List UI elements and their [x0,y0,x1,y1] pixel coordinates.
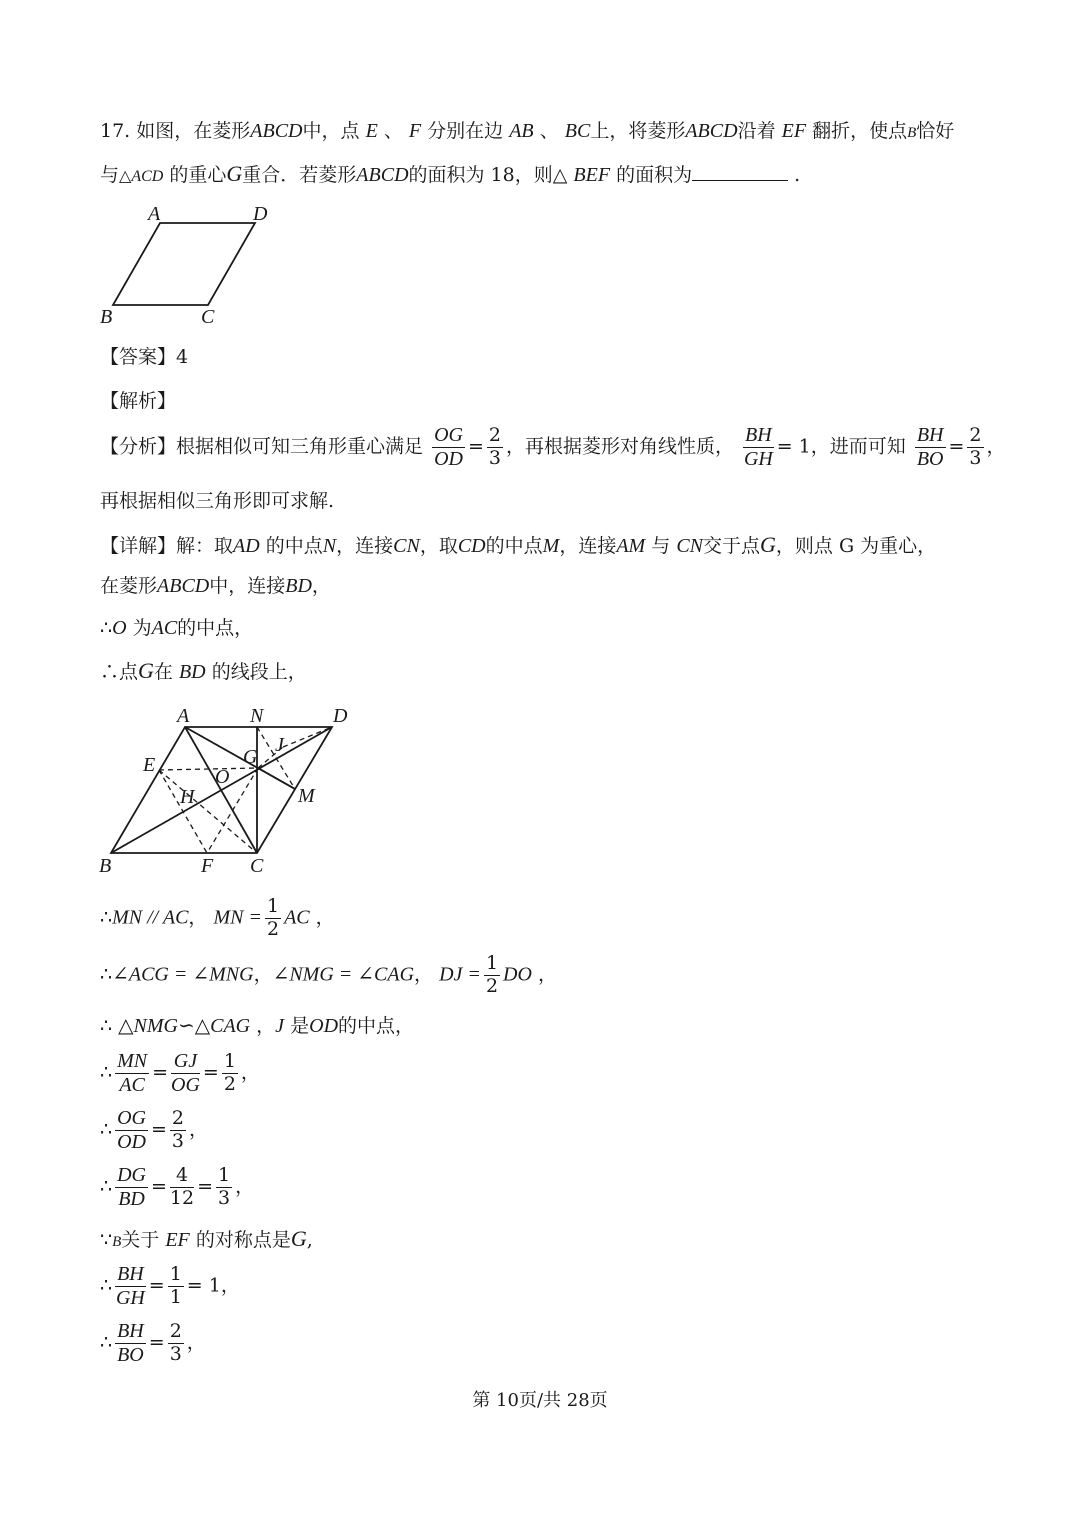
numerator: 4 [170,1165,194,1188]
denominator: OD [434,448,463,470]
numerator: 2 [969,424,982,447]
text: = [148,1274,165,1297]
problem-line-2 [100,161,800,187]
denominator: GH [743,448,773,470]
text: ， [189,1118,209,1141]
detail-line-1 [100,532,936,558]
text: ，取 [419,535,458,557]
numerator: BH [117,1263,144,1285]
step-4 [100,1050,260,1097]
label-o: O [215,766,230,788]
step-6 [100,1164,254,1211]
label-d: D [333,705,348,727]
math: AD [233,535,260,557]
fraction [170,1108,186,1153]
step-8 [100,1263,240,1310]
page-footer: 第 10页/共 28页 [472,1390,608,1411]
numerator: DG [117,1164,146,1186]
label-a: A [148,203,161,225]
text: ， [537,963,557,986]
text: ，连接 [559,535,617,557]
math: B [112,1234,122,1250]
denominator: BD [118,1188,145,1210]
text: 翻折，使点 [812,120,908,142]
denominator: BO [916,448,944,470]
answer-line [100,346,188,369]
text: 是 [290,1015,310,1037]
step-7 [100,1226,313,1252]
segment-gm [258,768,295,789]
text: = [202,1061,219,1084]
text: 根据相似可知三角形重心满足 [176,435,424,458]
math: B [907,125,917,141]
numerator: 1 [485,952,499,974]
text: ， [240,1061,260,1084]
fraction [115,1107,148,1154]
text: ∴ [100,1015,113,1037]
step-5 [100,1107,208,1154]
text: 交于点 [703,535,761,557]
fraction [115,1263,146,1310]
fraction [171,1050,200,1097]
math: F [408,120,422,142]
text: 分别在边 [427,120,504,142]
denominator: 2 [266,917,280,940]
math: △ACD [119,168,164,185]
label-e: E [143,754,156,776]
detail-line-2 [100,574,331,598]
text: ∴ [100,1331,113,1354]
fraction [915,424,946,471]
text: 、 [539,120,559,142]
denominator: 1 [169,1286,182,1308]
fraction [487,425,503,470]
text: 关于 [121,1229,160,1251]
text: 与 [651,535,671,557]
text: 在 [153,661,173,683]
label-b: B [100,306,113,328]
analysis-tag [100,390,176,413]
step-3 [100,1014,414,1038]
detail-tag: 【详解】 [100,535,177,557]
math: EF [781,120,807,142]
math: J [275,1015,285,1037]
fraction [484,953,500,998]
numerator: 1 [218,1164,231,1187]
numerator: 2 [171,1107,184,1130]
text: ∴ [100,1274,113,1297]
label-j: J [275,734,284,756]
fraction [432,424,465,471]
text: ， [220,1274,240,1297]
numerator: OG [117,1107,146,1129]
label-d: D [253,203,268,225]
text: ∴ [100,1061,113,1084]
fraction [222,1051,238,1096]
label-a: A [177,705,190,727]
math: AC [284,906,310,929]
text: = [467,435,484,458]
text: 、 [383,120,403,142]
math: △NMG∽△CAG [118,1015,251,1037]
text: 的面积为 [616,164,693,186]
denominator: 3 [169,1343,182,1365]
math: OD [309,1015,339,1037]
text: 为 [132,617,152,639]
math: N [322,535,337,557]
label-h: H [180,786,195,808]
denominator: 3 [171,1130,184,1152]
text: 的线段上， [211,661,307,683]
math: CN [676,535,704,557]
fraction [115,1320,146,1367]
text: ，再根据菱形对角线性质， [505,435,734,458]
text: ， [253,963,273,986]
text: . [794,164,801,186]
math: DO [503,963,532,986]
denominator: OD [117,1131,146,1153]
text: ∴ [100,1118,113,1141]
text: ，则点 G 为重心， [775,535,937,557]
numerator: BH [117,1320,144,1342]
math: ∠ACG = ∠MNG [112,963,254,986]
answer-value: 4 [176,346,189,368]
text: 如图，在菱形 [136,120,251,142]
label-c: C [201,306,215,328]
text: 沿着 [737,120,776,142]
math: AC [151,617,178,639]
math: G [760,532,776,557]
text: ， [986,435,1006,458]
problem-number: 17. [100,120,131,142]
label-b: B [99,855,112,877]
math: BD [178,661,206,683]
segment-jd [283,727,332,747]
text: 与 [100,164,120,186]
text: 在菱形 [100,575,158,597]
text: = 1 [186,1274,221,1297]
numerator: BH [745,424,772,446]
numerator: 2 [169,1320,182,1343]
denominator: 3 [969,447,982,469]
text: ， [311,575,331,597]
text: = [948,435,965,458]
numerator: BH [916,424,944,446]
fraction [743,424,774,471]
text: 上，将菱形 [590,120,686,142]
math: E [365,120,378,142]
math: MN = [213,906,262,929]
numerator: GJ [171,1050,200,1074]
text: 的中点， [177,617,254,639]
step-2 [100,953,557,998]
fraction [216,1165,232,1210]
text: 恰好 [916,120,955,142]
construction-figure [95,700,365,880]
math: G [226,161,243,186]
text: = [148,1331,165,1354]
fraction [265,896,281,941]
text: = [197,1175,214,1198]
math: BD [285,575,312,597]
denominator: 2 [485,974,499,997]
denominator: 12 [169,1187,195,1209]
text: = [152,1061,169,1084]
text: 的中点， [338,1015,415,1037]
math: M [542,535,560,557]
text: ∵ [100,1229,113,1251]
text: = [150,1118,167,1141]
detail-line-4 [100,658,307,684]
text: 重合．若菱形 [242,164,357,186]
text: ， [186,1331,206,1354]
denominator: 3 [218,1187,231,1209]
text: 解：取 [176,535,234,557]
math: EF [165,1229,190,1251]
numerator: 1 [266,895,280,917]
math: ABCD [157,575,210,597]
math: G [138,658,154,683]
detail-line-3 [100,616,253,640]
fenxi-line-1 [100,424,1006,471]
text: = [150,1175,167,1198]
rhombus-figure [90,195,290,335]
math: AB [509,120,534,142]
text: ，连接 [336,535,394,557]
math: ∠NMG = ∠CAG [272,963,415,986]
denominator: GH [115,1287,145,1309]
math: AM [616,535,646,557]
label-m: M [298,785,315,807]
text: ， [188,906,208,929]
math: BEF [573,164,611,186]
text: ∴ [100,906,113,929]
label-g: G [243,746,258,768]
step-1 [100,896,335,941]
denominator: AC [119,1074,145,1096]
rhombus-abcd [113,223,255,305]
text: ∴ [100,617,113,639]
numerator: 1 [169,1263,182,1286]
denominator: BO [117,1344,144,1366]
text: 中，连接 [209,575,286,597]
fenxi-tag: 【分析】 [100,435,177,458]
text: ∴ [100,963,113,986]
fraction [170,1165,194,1210]
text: ， [235,1175,255,1198]
text: = 1，进而可知 [776,435,906,458]
numerator: 1 [223,1050,236,1073]
denominator: OG [171,1074,200,1096]
fraction [115,1050,149,1097]
text: ∴点 [100,661,139,683]
fraction [115,1164,148,1211]
numerator: OG [434,424,463,446]
segment-eh [159,770,257,853]
text: 的对称点是 [195,1229,291,1251]
answer-tag: 【答案】 [100,346,177,368]
label-n: N [250,705,264,727]
math: CN [393,535,420,557]
label-c: C [250,855,264,877]
fraction [168,1264,184,1309]
label-f: F [201,855,214,877]
fenxi-line-2 [100,490,334,513]
text: 的重心 [169,164,227,186]
text: 的中点 [265,535,323,557]
denominator: 3 [488,447,501,469]
fraction [967,425,983,470]
text: ∴ [100,1175,113,1198]
math: ABCD [685,120,738,142]
text: , [306,1229,313,1251]
math: BC [564,120,591,142]
math: MN // AC [112,906,189,929]
text: 的中点 [485,535,543,557]
text: ， [256,1015,276,1037]
text: ， [315,906,335,929]
math: ABCD [250,120,303,142]
segment-ef [159,770,207,853]
text: 中，点 [302,120,360,142]
fraction [168,1321,184,1366]
numerator: MN [117,1050,148,1072]
denominator: 2 [223,1073,236,1095]
numerator: 2 [488,424,501,447]
step-9 [100,1320,206,1367]
math: CD [457,535,486,557]
math: G [290,1226,307,1251]
text: 的面积为 18，则△ [408,164,568,186]
analysis-tag-text: 【解析】 [100,390,177,412]
math: DJ = [439,963,481,986]
math: ABCD [356,164,409,186]
math: O [112,617,127,639]
problem-line-1 [100,119,954,143]
text: 再根据相似三角形即可求解. [100,490,335,512]
answer-blank [692,162,788,181]
text: ， [414,963,434,986]
